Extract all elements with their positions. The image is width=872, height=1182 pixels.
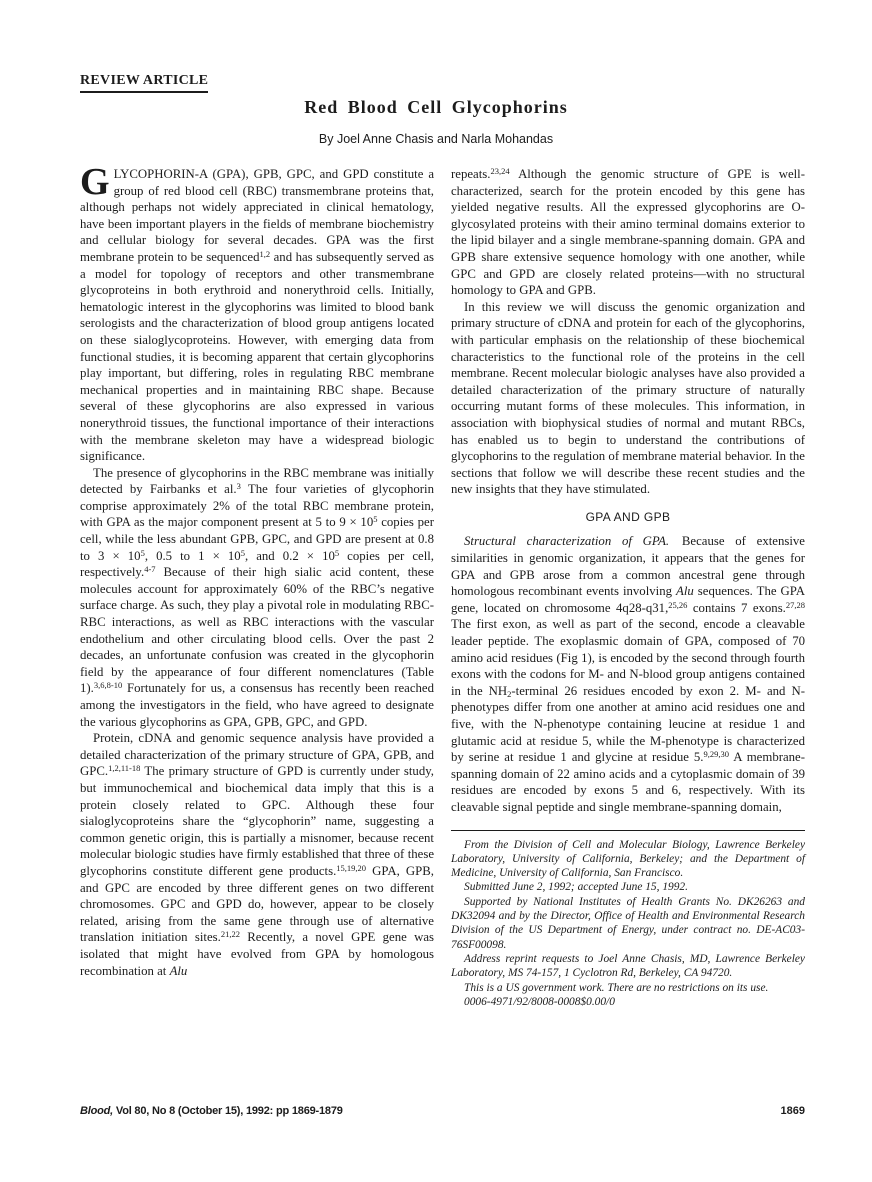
article-body: [80, 161, 805, 1009]
paragraph-abundance: The presence of glycophorins in the RBC membrane was initially detected by Fairbanks et al.$^3$ The four varieties of glycophorin comprise approximately 2% of the total RBC membrane protein, with GPA as the major component present at 5 to $9 \times 10^5$ copies per cell, while the less abundant GPB, GPC, and GPD are present at 0.8 to $3 \times 10^5$, 0.5 to $1 \times 10^5$, and $0.2 \times 10^5$ copies per cell, respectively.$^{4-7}$ Because of their high sialic acid content, these molecules account for approximately 60% of the RBC’s negative surface charge. As such, they play a pivotal role in modulating RBC-RBC interactions, as well as RBC interactions with the vascular endothelium and other circulating blood cells. Over the past 2 decades, an unfortunate confusion was created in the glycophorin field by the appearance of four different nomenclatures (Table 1).$^{3,6,8-10}$ Fortunately for us, a consensus has recently been reached among the investigators in the field, who have agreed to designate the various glycophorins as GPA, GPB, GPC, and GPD.: [80, 465, 435, 729]
footnote-support: Supported by National Institutes of Health Grants No. DK26263 and DK32094 and by the Director, Office of Health and Environmental Research Division of the US Department of Energy, under contract no. DE-AC03-76SF00098.: [451, 895, 805, 951]
section-heading-gpa-gpb: GPA AND GPB: [585, 509, 671, 524]
article-title: Red Blood Cell Glycophorins: [304, 97, 568, 117]
paragraph-gpe-continuation: repeats.$^{23,24}$ Although the genomic structure of GPE is well-characterized, search for the protein encoded by this gene has yielded negative results. All the expressed glycophorins are O-glycosylated proteins with their amino terminal domains exterior to the lipid bilayer and a single membrane-spanning domain. GPA and GPB share extensive sequence homology with one another, while GPC and GPD are closely related proteins—with no structural homology to GPA and GPB.: [451, 166, 805, 298]
dropcap-letter: G: [80, 161, 110, 203]
paragraph-review-scope: In this review we will discuss the genomic organization and primary structure of cDNA and protein for each of the glycophorins, with particular emphasis on the relationship of these biochemical characteristics to the functional role of the proteins in the cell membrane. Recent molecular biologic analyses have also provided a detailed characterization of the primary structure of naturally occurring mutant forms of these molecules. This information, in association with biophysical studies of normal and mutant RBCs, has enabled us to begin to understand the contributions of glycophorins to the regulation of membrane material behavior. In the sections that follow we will describe these recent studies and the new insights that they have stimulated.: [451, 299, 805, 497]
paragraph-intro-text: LYCOPHORIN-A (GPA), GPB, GPC, and GPD constitute a group of red blood cell (RBC) transmembrane proteins that, although perhaps not widely appreciated in clinical hematology, have been important players in the fields of membrane biochemistry and cellular biology for several decades. GPA was the first membrane protein to be sequenced$^{1,2}$ and has subsequently served as a model for topology of receptors and other transmembrane glycoproteins in both erythroid and nonerythroid cells. Initially, hematologic interest in the glycophorins was limited to blood bank serologists and the characterization of blood group antigens located on these sialoglycoproteins. However, with emerging data from functional studies, it is becoming apparent that certain glycophorins play important, but differing, roles in regulating RBC membrane mechanical properties and in maintaining RBC shape. Because several of these glycophorins are also expressed in various nonerythroid tissues, the functional importance of their interactions with the membrane skeleton may have a widespread biologic significance.: [80, 167, 434, 464]
article-byline: By Joel Anne Chasis and Narla Mohandas: [318, 132, 554, 146]
article-type-kicker: REVIEW ARTICLE: [80, 73, 208, 93]
footnote-submitted: Submitted June 2, 1992; accepted June 15, 1992.: [464, 881, 688, 894]
journal-citation: Blood, Vol 80, No 8 (October 15), 1992: pp 1869-1879: [80, 1105, 343, 1117]
footnote-copyright: This is a US government work. There are no restrictions on its use.: [464, 981, 769, 994]
left-column: [80, 161, 435, 1009]
footnote-block: [451, 830, 805, 1010]
right-column: [451, 166, 805, 1009]
page-number: 1869: [780, 1105, 805, 1117]
footnote-affiliation: From the Division of Cell and Molecular Biology, Lawrence Berkeley Laboratory, University of California, Berkeley; and the Department of Medicine, University of California, San Francisco.: [451, 838, 805, 880]
paragraph-intro: [80, 161, 434, 465]
footnote-reprints: Address reprint requests to Joel Anne Chasis, MD, Lawrence Berkeley Laboratory, MS 74-157, 1 Cyclotron Rd, Berkeley, CA 94720.: [451, 952, 805, 980]
footnote-article-code: 0006-4971/92/8008-0008$0.00/0: [464, 995, 615, 1008]
paragraph-sequence-analysis: Protein, cDNA and genomic sequence analysis have provided a detailed characterization of the primary structure of GPA, GPB, and GPC.$^{1,2,11-18}$ The primary structure of GPD is currently under study, but immunochemical and biochemical data imply that this is a protein closely related to GPC. Although these four sialoglycoproteins share the “glycophorin” name, suggesting a common genetic origin, this is partially a misnomer, because recent molecular biologic studies have firmly established that three of these glycophorins constitute different gene products.$^{15,19,20}$ GPA, GPB, and GPC are encoded by three different genes on two different chromosomes. GPC and GPD do, however, appear to be closely related, arising from the same gene through use of alternative translation initiation sites.$^{21,22}$ Recently, a novel GPE gene was isolated that might have evolved from GPA by homologous recombination at Alu: [80, 731, 435, 978]
paragraph-structural-characterization: Structural characterization of GPA. Because of extensive similarities in genomic organization, it appears that the genes for GPA and GPB arose from a common ancestral gene through homologous recombinant events involving Alu sequences. The GPA gene, located on chromosome 4q28-q31,$^{25,26}$ contains 7 exons.$^{27,28}$ The first exon, as well as part of the second, encode a cleavable leader peptide. The exoplasmic domain of GPA, composed of 70 amino acid residues (Fig 1), is encoded by the second through fourth exons with the codons for M- and N-blood group antigens contained in the $NH_2$-terminal 26 residues encoded by exon 2. M- and N-phenotypes differ from one another at amino acid residues one and five, with the N-phenotype containing leucine at residue 1 and glutamic acid at residue 5, while the M-phenotype is characterized by serine at residue 1 and glycine at residue 5.$^{9,29,30}$ A membrane-spanning domain of 22 amino acids and a cytoplasmic domain of 39 residues are encoded by exons 5 and 6, respectively. With its cleavable signal peptide and single membrane-spanning domain,: [451, 534, 805, 814]
